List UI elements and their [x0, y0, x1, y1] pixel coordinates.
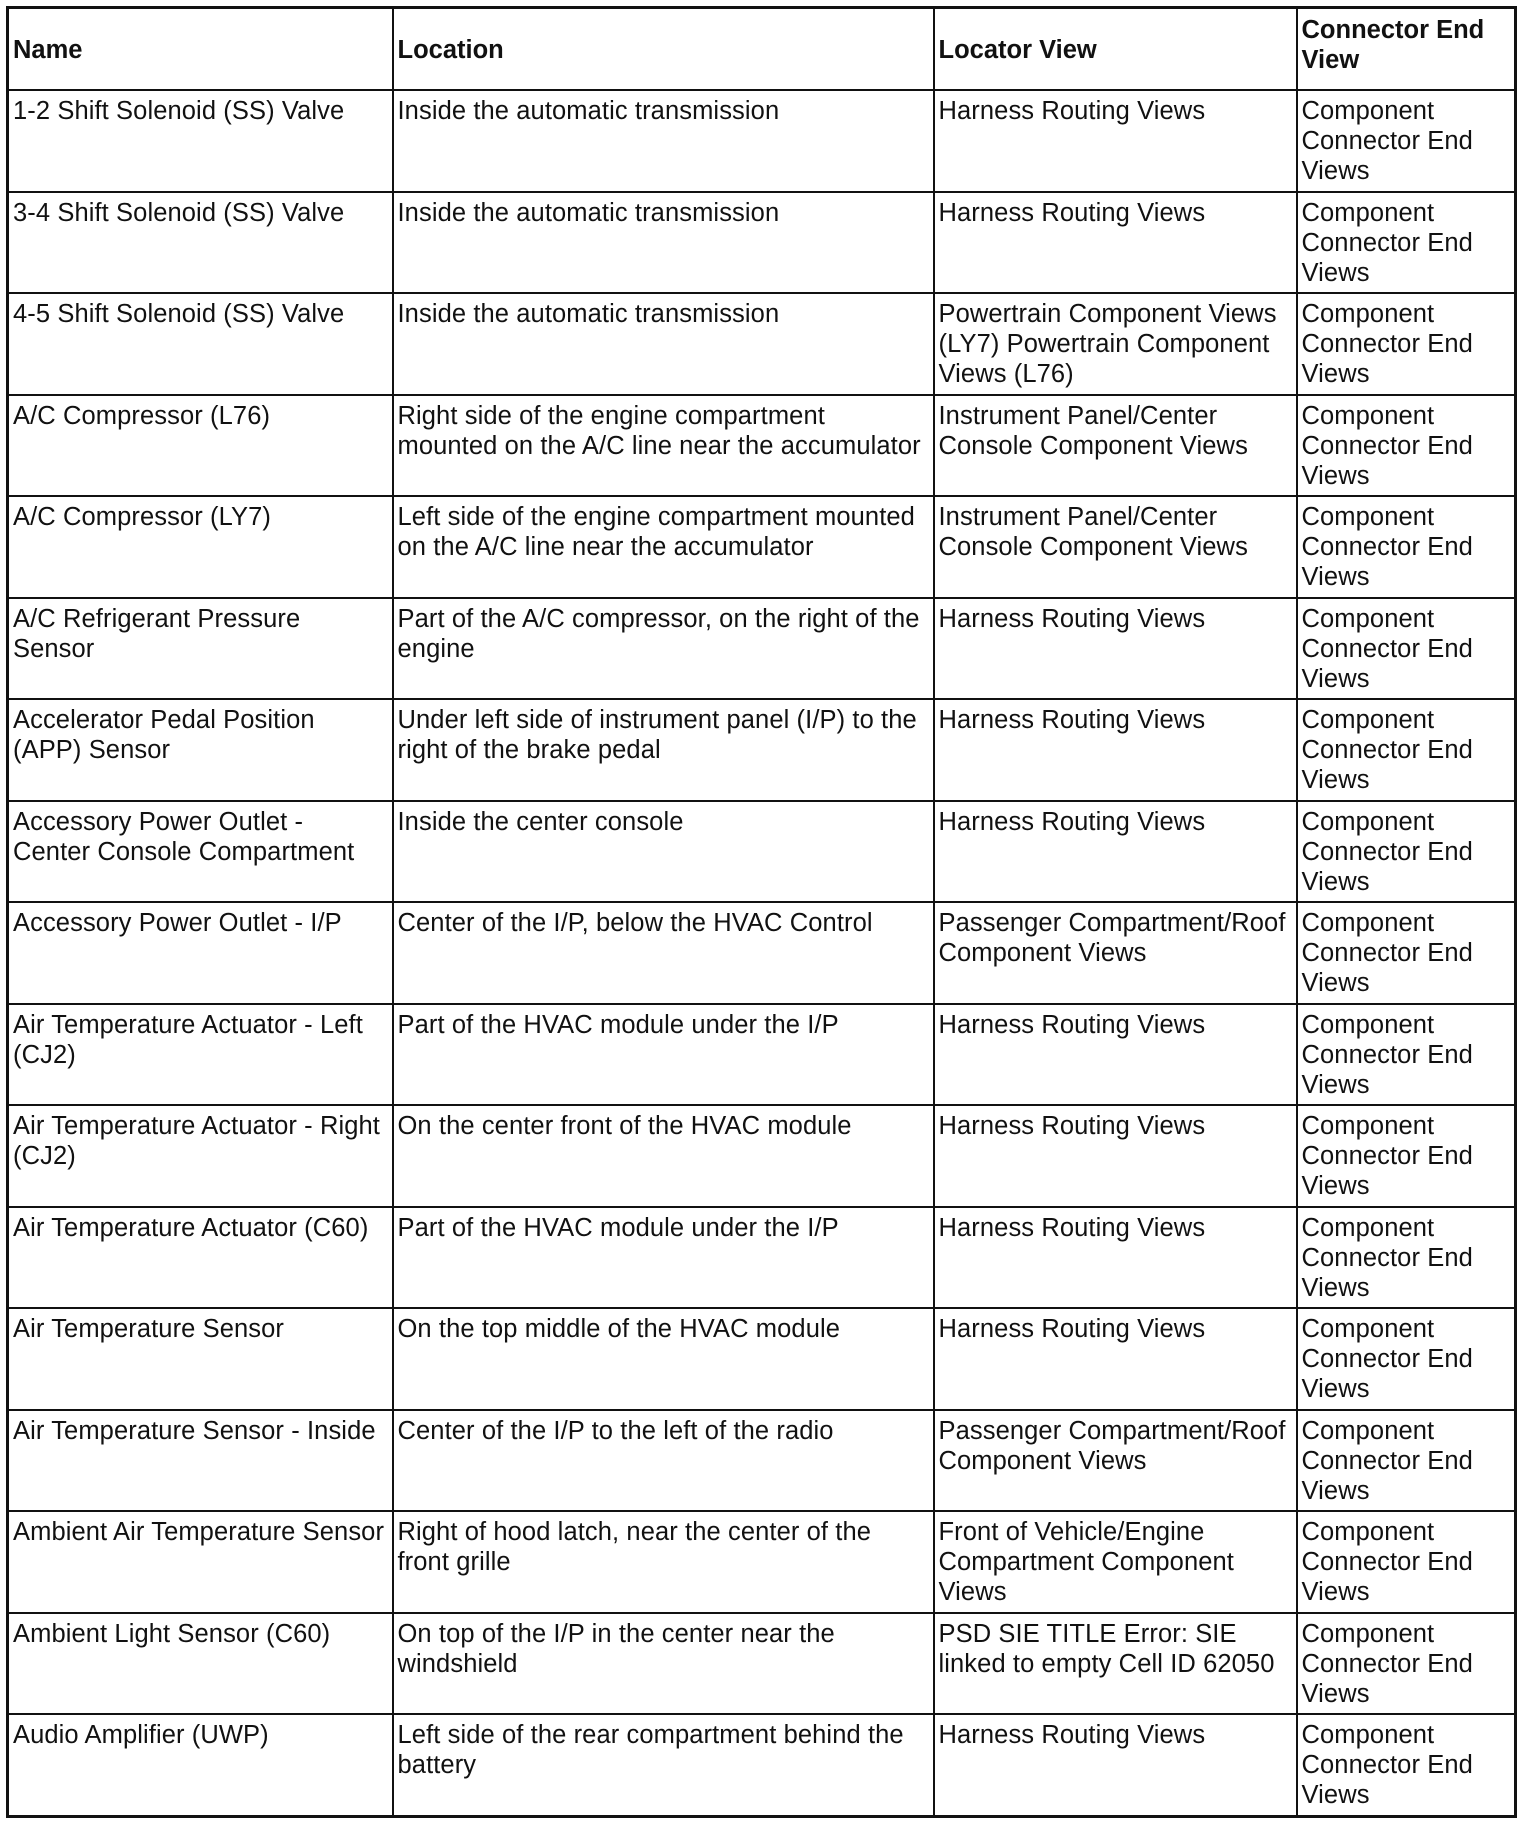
cell-locator-view: Harness Routing Views: [934, 1105, 1297, 1207]
table-body: [8, 90, 1516, 1817]
table-row: [8, 1004, 1516, 1106]
cell-name: 4-5 Shift Solenoid (SS) Valve: [8, 293, 393, 395]
cell-location: Part of the HVAC module under the I/P: [393, 1207, 934, 1309]
table-row: [8, 801, 1516, 903]
cell-name: Air Temperature Sensor: [8, 1308, 393, 1410]
cell-connector-end-view: Component Connector End Views: [1297, 801, 1516, 903]
cell-locator-view: Harness Routing Views: [934, 1714, 1297, 1816]
cell-connector-end-view: Component Connector End Views: [1297, 90, 1516, 192]
cell-locator-view: Harness Routing Views: [934, 801, 1297, 903]
cell-locator-view: Harness Routing Views: [934, 90, 1297, 192]
cell-connector-end-view: Component Connector End Views: [1297, 1613, 1516, 1715]
table-row: [8, 395, 1516, 497]
cell-name: A/C Refrigerant Pressure Sensor: [8, 598, 393, 700]
cell-location: On the center front of the HVAC module: [393, 1105, 934, 1207]
table-header: [8, 8, 1516, 91]
cell-connector-end-view: Component Connector End Views: [1297, 1004, 1516, 1106]
cell-location: Inside the center console: [393, 801, 934, 903]
table-row: [8, 598, 1516, 700]
cell-connector-end-view: Component Connector End Views: [1297, 1207, 1516, 1309]
cell-locator-view: Harness Routing Views: [934, 598, 1297, 700]
table-row: [8, 1105, 1516, 1207]
table-row: [8, 699, 1516, 801]
header-location: Location: [393, 8, 934, 91]
cell-connector-end-view: Component Connector End Views: [1297, 293, 1516, 395]
table-row: [8, 90, 1516, 192]
cell-name: A/C Compressor (LY7): [8, 496, 393, 598]
table-row: [8, 1511, 1516, 1613]
header-name: Name: [8, 8, 393, 91]
cell-name: Air Temperature Actuator - Left (CJ2): [8, 1004, 393, 1106]
cell-locator-view: Harness Routing Views: [934, 1308, 1297, 1410]
cell-name: Audio Amplifier (UWP): [8, 1714, 393, 1816]
cell-name: Air Temperature Actuator (C60): [8, 1207, 393, 1309]
table-row: [8, 496, 1516, 598]
cell-location: Center of the I/P, below the HVAC Control: [393, 902, 934, 1004]
cell-name: Accessory Power Outlet - Center Console Compartment: [8, 801, 393, 903]
header-locator-view: Locator View: [934, 8, 1297, 91]
cell-location: Part of the HVAC module under the I/P: [393, 1004, 934, 1106]
cell-location: On the top middle of the HVAC module: [393, 1308, 934, 1410]
cell-connector-end-view: Component Connector End Views: [1297, 395, 1516, 497]
cell-connector-end-view: Component Connector End Views: [1297, 496, 1516, 598]
table-row: [8, 293, 1516, 395]
cell-location: On top of the I/P in the center near the windshield: [393, 1613, 934, 1715]
header-row: [8, 8, 1516, 91]
cell-connector-end-view: Component Connector End Views: [1297, 1410, 1516, 1512]
cell-locator-view: Harness Routing Views: [934, 1004, 1297, 1106]
cell-locator-view: Harness Routing Views: [934, 699, 1297, 801]
table-row: [8, 1613, 1516, 1715]
cell-name: Accessory Power Outlet - I/P: [8, 902, 393, 1004]
cell-connector-end-view: Component Connector End Views: [1297, 1714, 1516, 1816]
cell-location: Right side of the engine compartment mounted on the A/C line near the accumulator: [393, 395, 934, 497]
cell-connector-end-view: Component Connector End Views: [1297, 699, 1516, 801]
cell-name: Ambient Light Sensor (C60): [8, 1613, 393, 1715]
table-row: [8, 1308, 1516, 1410]
cell-location: Under left side of instrument panel (I/P) to the right of the brake pedal: [393, 699, 934, 801]
cell-locator-view: Passenger Compartment/Roof Component Views: [934, 1410, 1297, 1512]
cell-name: Air Temperature Actuator - Right (CJ2): [8, 1105, 393, 1207]
cell-connector-end-view: Component Connector End Views: [1297, 1511, 1516, 1613]
header-connector-end-view: Connector End View: [1297, 8, 1516, 91]
cell-locator-view: PSD SIE TITLE Error: SIE linked to empty Cell ID 62050: [934, 1613, 1297, 1715]
cell-name: 1-2 Shift Solenoid (SS) Valve: [8, 90, 393, 192]
cell-location: Center of the I/P to the left of the radio: [393, 1410, 934, 1512]
cell-connector-end-view: Component Connector End Views: [1297, 1308, 1516, 1410]
cell-connector-end-view: Component Connector End Views: [1297, 598, 1516, 700]
cell-locator-view: Front of Vehicle/Engine Compartment Component Views: [934, 1511, 1297, 1613]
cell-locator-view: Powertrain Component Views (LY7) Powertrain Component Views (L76): [934, 293, 1297, 395]
cell-location: Right of hood latch, near the center of the front grille: [393, 1511, 934, 1613]
cell-name: Ambient Air Temperature Sensor: [8, 1511, 393, 1613]
table-row: [8, 192, 1516, 294]
cell-locator-view: Instrument Panel/Center Console Component Views: [934, 496, 1297, 598]
cell-location: Part of the A/C compressor, on the right of the engine: [393, 598, 934, 700]
cell-name: Accelerator Pedal Position (APP) Sensor: [8, 699, 393, 801]
cell-location: Inside the automatic transmission: [393, 293, 934, 395]
component-locator-table: [6, 6, 1517, 1818]
cell-location: Inside the automatic transmission: [393, 192, 934, 294]
cell-locator-view: Harness Routing Views: [934, 1207, 1297, 1309]
cell-name: 3-4 Shift Solenoid (SS) Valve: [8, 192, 393, 294]
cell-location: Left side of the rear compartment behind the battery: [393, 1714, 934, 1816]
table-row: [8, 1207, 1516, 1309]
table-row: [8, 902, 1516, 1004]
table-row: [8, 1410, 1516, 1512]
table-row: [8, 1714, 1516, 1816]
cell-location: Inside the automatic transmission: [393, 90, 934, 192]
cell-name: Air Temperature Sensor - Inside: [8, 1410, 393, 1512]
cell-connector-end-view: Component Connector End Views: [1297, 192, 1516, 294]
cell-locator-view: Harness Routing Views: [934, 192, 1297, 294]
cell-locator-view: Passenger Compartment/Roof Component Views: [934, 902, 1297, 1004]
cell-location: Left side of the engine compartment mounted on the A/C line near the accumulator: [393, 496, 934, 598]
cell-locator-view: Instrument Panel/Center Console Component Views: [934, 395, 1297, 497]
cell-connector-end-view: Component Connector End Views: [1297, 1105, 1516, 1207]
cell-name: A/C Compressor (L76): [8, 395, 393, 497]
cell-connector-end-view: Component Connector End Views: [1297, 902, 1516, 1004]
